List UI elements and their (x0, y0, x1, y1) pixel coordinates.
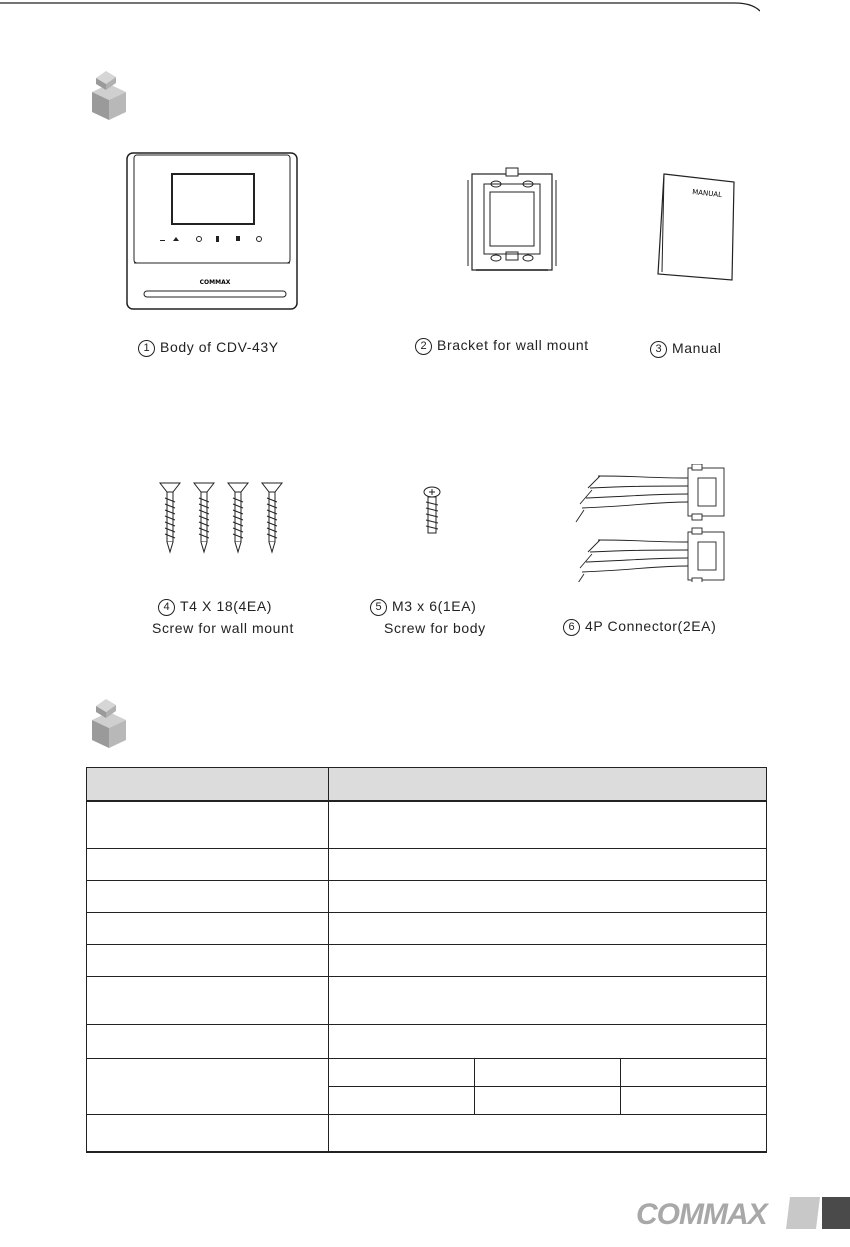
table-cell (87, 1025, 329, 1059)
specification-table (86, 767, 767, 1153)
table-row (87, 849, 767, 881)
number-badge: 4 (158, 599, 175, 616)
table-cell (329, 1025, 767, 1059)
table-cell (87, 1115, 329, 1152)
table-cell (329, 881, 767, 913)
table-cell (87, 945, 329, 977)
table-cell (329, 977, 767, 1025)
wall-screws-image (158, 480, 286, 554)
wall-bracket-image (466, 166, 558, 274)
table-cell (87, 977, 329, 1025)
manual-cover-text: MANUAL (691, 188, 723, 200)
body-screw-image (422, 486, 442, 538)
table-cell (329, 913, 767, 945)
caption-connector (563, 618, 716, 636)
caption-body (138, 339, 279, 357)
table-header-cell (87, 768, 329, 801)
caption-bracket (415, 337, 589, 355)
number-badge: 6 (563, 619, 580, 636)
footer-brand-text: COMMAX (636, 1198, 767, 1229)
table-cell (475, 1059, 621, 1087)
table-row (87, 945, 767, 977)
table-cell (329, 801, 767, 849)
table-cell (87, 913, 329, 945)
table-cell (87, 801, 329, 849)
caption-body-screw-sublabel: Screw for body (384, 620, 486, 636)
table-header-row (87, 768, 767, 801)
number-badge: 2 (415, 338, 432, 355)
table-row (87, 1059, 767, 1087)
caption-wall-screws-label: T4 X 18(4EA) (180, 598, 273, 614)
table-row (87, 881, 767, 913)
caption-wall-screws-sublabel: Screw for wall mount (152, 620, 294, 636)
device-logo-text: COMMAX (199, 279, 231, 286)
table-cell (621, 1059, 767, 1087)
number-badge: 3 (650, 341, 667, 358)
caption-manual (650, 340, 722, 358)
table-row (87, 1115, 767, 1152)
package-box-icon (86, 68, 132, 122)
table-cell (329, 1087, 475, 1115)
package-box-icon (86, 696, 132, 750)
caption-wall-screws (152, 595, 294, 639)
table-cell (329, 849, 767, 881)
table-cell (329, 1115, 767, 1152)
caption-body-label: Body of CDV-43Y (160, 339, 279, 355)
table-cell (329, 945, 767, 977)
table-cell (87, 881, 329, 913)
table-cell (621, 1087, 767, 1115)
table-cell (329, 1059, 475, 1087)
connectors-image (574, 464, 726, 582)
number-badge: 5 (370, 599, 387, 616)
caption-manual-label: Manual (672, 340, 722, 356)
table-header-cell (329, 768, 767, 801)
table-row (87, 977, 767, 1025)
top-border-line (0, 0, 760, 12)
table-cell (475, 1087, 621, 1115)
caption-connector-label: 4P Connector(2EA) (585, 618, 717, 634)
table-row (87, 801, 767, 849)
manual-booklet-image (652, 172, 738, 284)
commax-footer-logo (636, 1195, 850, 1229)
table-row (87, 913, 767, 945)
table-row (87, 1025, 767, 1059)
device-body-image (126, 152, 298, 310)
caption-body-screw-label: M3 x 6(1EA) (392, 598, 477, 614)
caption-bracket-label: Bracket for wall mount (437, 337, 589, 353)
table-cell (87, 849, 329, 881)
caption-body-screw (370, 595, 486, 639)
table-cell (87, 1059, 329, 1115)
number-badge: 1 (138, 340, 155, 357)
